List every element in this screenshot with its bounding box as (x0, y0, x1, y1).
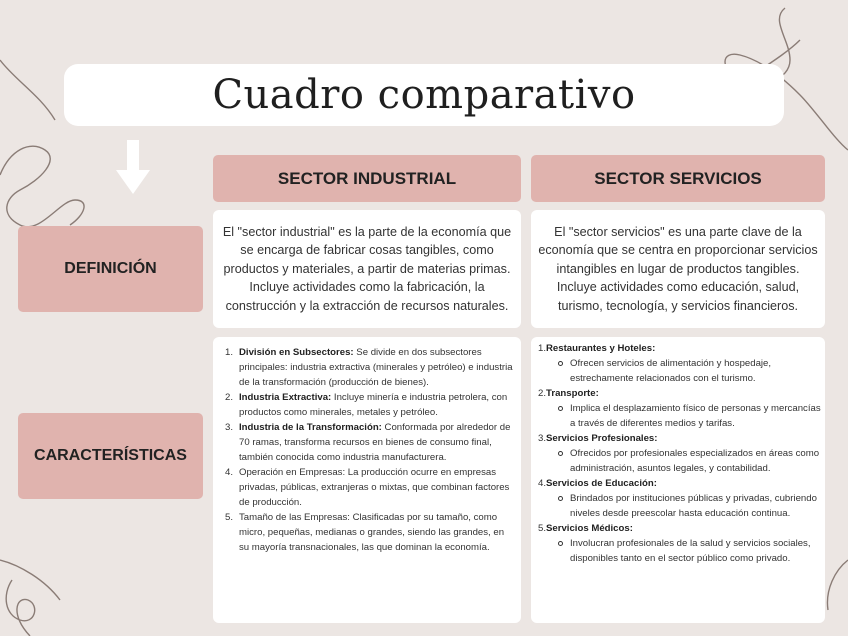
list-item-text (239, 345, 515, 390)
list-item-body: Incluye minería e industria petrolera, con productos como minerales, metales y petróleo. (239, 392, 508, 418)
list-item-title: Transporte: (546, 388, 599, 399)
page-title: Cuadro comparativo (212, 72, 636, 118)
list-item-title: Industria de la Transformación: (239, 422, 382, 433)
row-label-definicion: DEFINICIÓN (18, 226, 203, 312)
list-number: 5. (225, 512, 234, 523)
list-number: 3. (225, 422, 234, 433)
characteristics-servicios (531, 337, 825, 623)
characteristics-industrial (213, 337, 521, 623)
header-industrial: SECTOR INDUSTRIAL (213, 155, 521, 202)
definition-servicios (531, 210, 825, 328)
bullet-icon (550, 491, 570, 521)
list-number: 5. (538, 523, 547, 534)
bullet-icon (550, 536, 570, 566)
list-number: 3. (538, 433, 547, 444)
list-item (225, 345, 515, 390)
bullet-icon (550, 446, 570, 476)
list-number: 4. (538, 478, 547, 489)
list-item-text (239, 390, 515, 420)
list-item-title: Servicios Médicos: (546, 523, 633, 534)
list-number: 4. (225, 467, 234, 478)
list-item (538, 431, 821, 476)
list-item-body: Conformada por alrededor de 70 ramas, transforma recursos en bienes de consumo final, también conocida como industria manufacturera. (239, 422, 511, 463)
servicios-list (538, 341, 821, 566)
list-number: 1. (538, 343, 547, 354)
definition-industrial-text: El "sector industrial" es la parte de la economía que se encarga de fabricar cosas tangibles, como productos y materiales, a partir de materias primas. Incluye actividades como la fabricación, la construcción y la extracción de recursos naturales. (222, 224, 512, 313)
list-item-title: Industria Extractiva: (239, 392, 332, 403)
bullet-icon (550, 356, 570, 386)
list-item-body: Se divide en dos subsectores principales: industria extractiva (minerales y petróleo) e industria de la transformación (producción de bienes). (239, 347, 513, 388)
list-item (225, 510, 515, 555)
list-item-body: Brindados por instituciones públicas y privadas, cubriendo niveles desde preescolar hasta educación continua. (570, 493, 817, 519)
list-item (225, 465, 515, 510)
list-item-title: Servicios Profesionales: (546, 433, 658, 444)
definition-servicios-text: El "sector servicios" es una parte clave de la economía que se centra en proporcionar servicios intangibles en lugar de productos tangibles. Incluye actividades como educación, salud, turismo, tecnología, y servicios financieros. (538, 224, 818, 313)
list-item (538, 476, 821, 521)
list-item-body: Ofrecidos por profesionales especializados en áreas como administración, asuntos legales, y contabilidad. (570, 448, 820, 474)
list-item-text (239, 465, 515, 510)
list-item (538, 521, 821, 566)
list-number: 2. (225, 392, 234, 403)
bullet-icon (550, 401, 570, 431)
list-item-body: Involucran profesionales de la salud y servicios sociales, disponibles tanto en el sector público como privado. (570, 538, 811, 564)
list-item-body: Tamaño de las Empresas: Clasificadas por su tamaño, como micro, pequeñas, medianas o grandes, siendo las grandes, en su mayoría transnacionales, las que dominan la economía. (239, 512, 505, 553)
definition-industrial (213, 210, 521, 328)
industrial-list (225, 345, 515, 555)
list-item-body: Operación en Empresas: La producción ocurre en empresas privadas, públicas, extranjeras o mixtas, que combinan factores de producción. (239, 467, 510, 508)
list-number: 1. (225, 347, 234, 358)
list-item-body: Implica el desplazamiento físico de personas y mercancías a través de diferentes medios y tarifas. (570, 403, 821, 429)
row-label-caracteristicas: CARACTERÍSTICAS (18, 413, 203, 499)
list-item-body: Ofrecen servicios de alimentación y hospedaje, estrechamente relacionados con el turismo. (570, 358, 772, 384)
list-item (225, 390, 515, 420)
header-servicios: SECTOR SERVICIOS (531, 155, 825, 202)
list-item-text (239, 420, 515, 465)
list-item-text (239, 510, 515, 555)
list-item-title: División en Subsectores: (239, 347, 354, 358)
list-item (538, 386, 821, 431)
list-item (225, 420, 515, 465)
list-item (538, 341, 821, 386)
list-item-title: Servicios de Educación: (546, 478, 657, 489)
title-box (64, 64, 784, 126)
down-arrow-icon (116, 140, 150, 196)
list-item-title: Restaurantes y Hoteles: (546, 343, 656, 354)
list-number: 2. (538, 388, 547, 399)
